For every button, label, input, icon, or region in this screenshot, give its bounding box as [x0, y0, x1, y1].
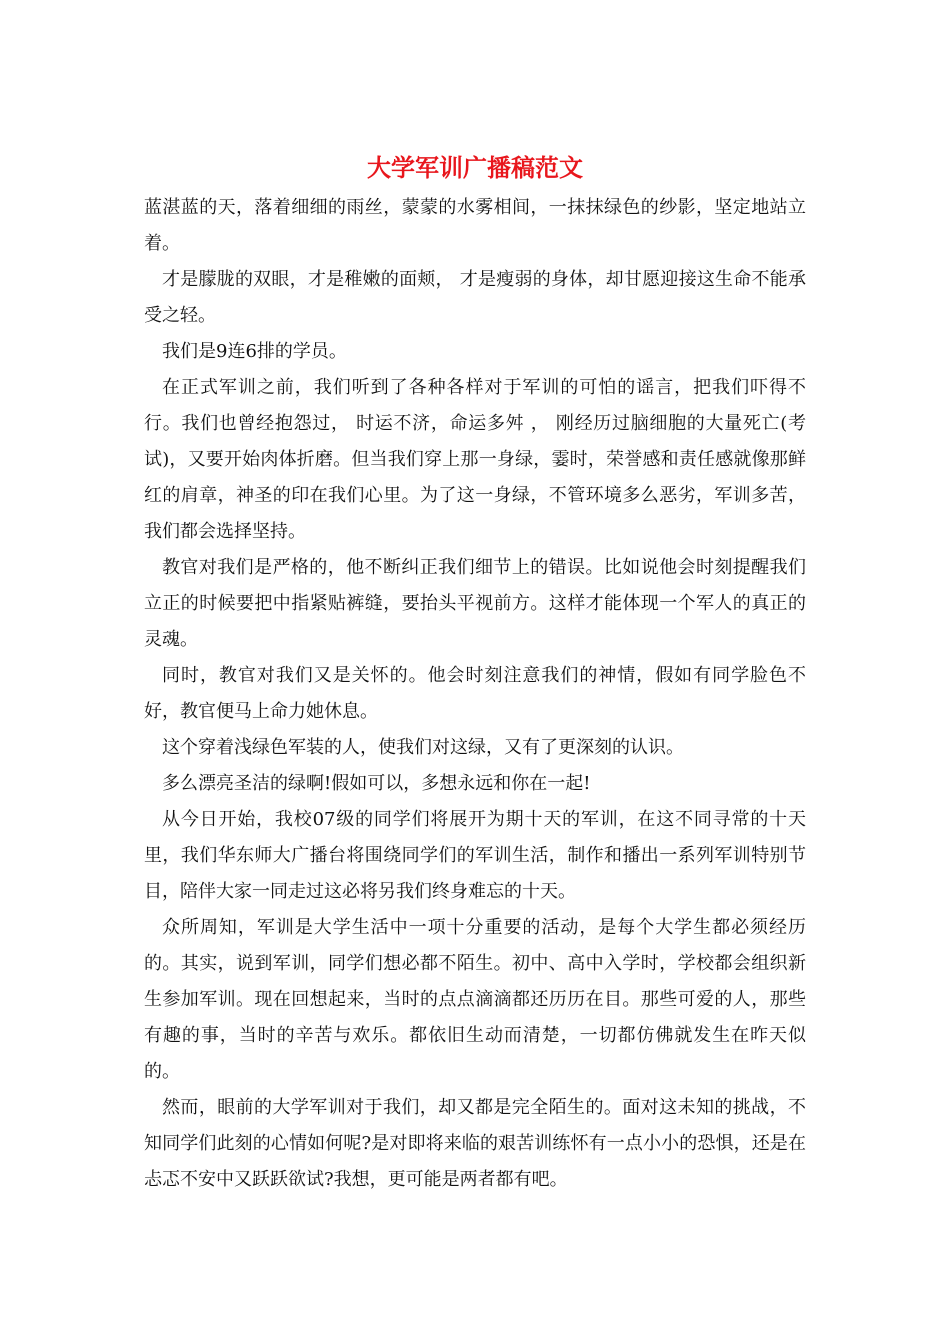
paragraph-5: 教官对我们是严格的，他不断纠正我们细节上的错误。比如说他会时刻提醒我们立正的时候要把中指紧贴裤缝，要抬头平视前方。这样才能体现一个军人的真正的灵魂。 — [144, 557, 806, 650]
paragraph-2: 才是朦胧的双眼，才是稚嫩的面颊， 才是瘦弱的身体，却甘愿迎接这生命不能承受之轻。 — [144, 269, 806, 326]
paragraph-11: 然而，眼前的大学军训对于我们，却又都是完全陌生的。面对这未知的挑战，不知同学们此刻的心情如何呢?是对即将来临的艰苦训练怀有一点小小的恐惧，还是在忐忑不安中又跃跃欲试?我想，更可能是两者都有吧。 — [144, 1097, 806, 1190]
paragraph-4: 在正式军训之前，我们听到了各种各样对于军训的可怕的谣言，把我们吓得不行。我们也曾经抱怨过， 时运不济，命运多舛 ， 刚经历过脑细胞的大量死亡(考试)，又要开始肉体折磨。但当我们穿上那一身绿，霎时，荣誉感和责任感就像那鲜红的肩章，神圣的印在我们心里。为了这一身绿，不管环境多么恶劣，军训多苦，我们都会选择坚持。 — [144, 377, 806, 542]
paragraph-6: 同时，教官对我们又是关怀的。他会时刻注意我们的神情，假如有同学脸色不好，教官便马上命力她休息。 — [144, 665, 806, 722]
paragraph-8: 多么漂亮圣洁的绿啊!假如可以，多想永远和你在一起! — [162, 773, 591, 794]
paragraph-10: 众所周知，军训是大学生活中一项十分重要的活动，是每个大学生都必须经历的。其实，说到军训，同学们想必都不陌生。初中、高中入学时，学校都会组织新生参加军训。现在回想起来，当时的点点滴滴都还历历在目。那些可爱的人，那些有趣的事，当时的辛苦与欢乐。都依旧生动而清楚，一切都仿佛就发生在昨天似的。 — [144, 917, 806, 1082]
document-title: 大学军训广播稿范文 — [367, 153, 583, 182]
paragraph-3: 我们是9连6排的学员。 — [162, 341, 347, 362]
paragraph-9: 从今日开始，我校07级的同学们将展开为期十天的军训，在这不同寻常的十天里，我们华东师大广播台将围绕同学们的军训生活，制作和播出一系列军训特别节目，陪伴大家一同走过这必将另我们终身难忘的十天。 — [144, 809, 806, 902]
paragraph-7: 这个穿着浅绿色军装的人，使我们对这绿，又有了更深刻的认识。 — [162, 737, 684, 758]
paragraph-1: 蓝湛蓝的天，落着细细的雨丝，蒙蒙的水雾相间，一抹抹绿色的纱影，坚定地站立着。 — [144, 197, 806, 254]
document-body — [144, 190, 806, 1198]
